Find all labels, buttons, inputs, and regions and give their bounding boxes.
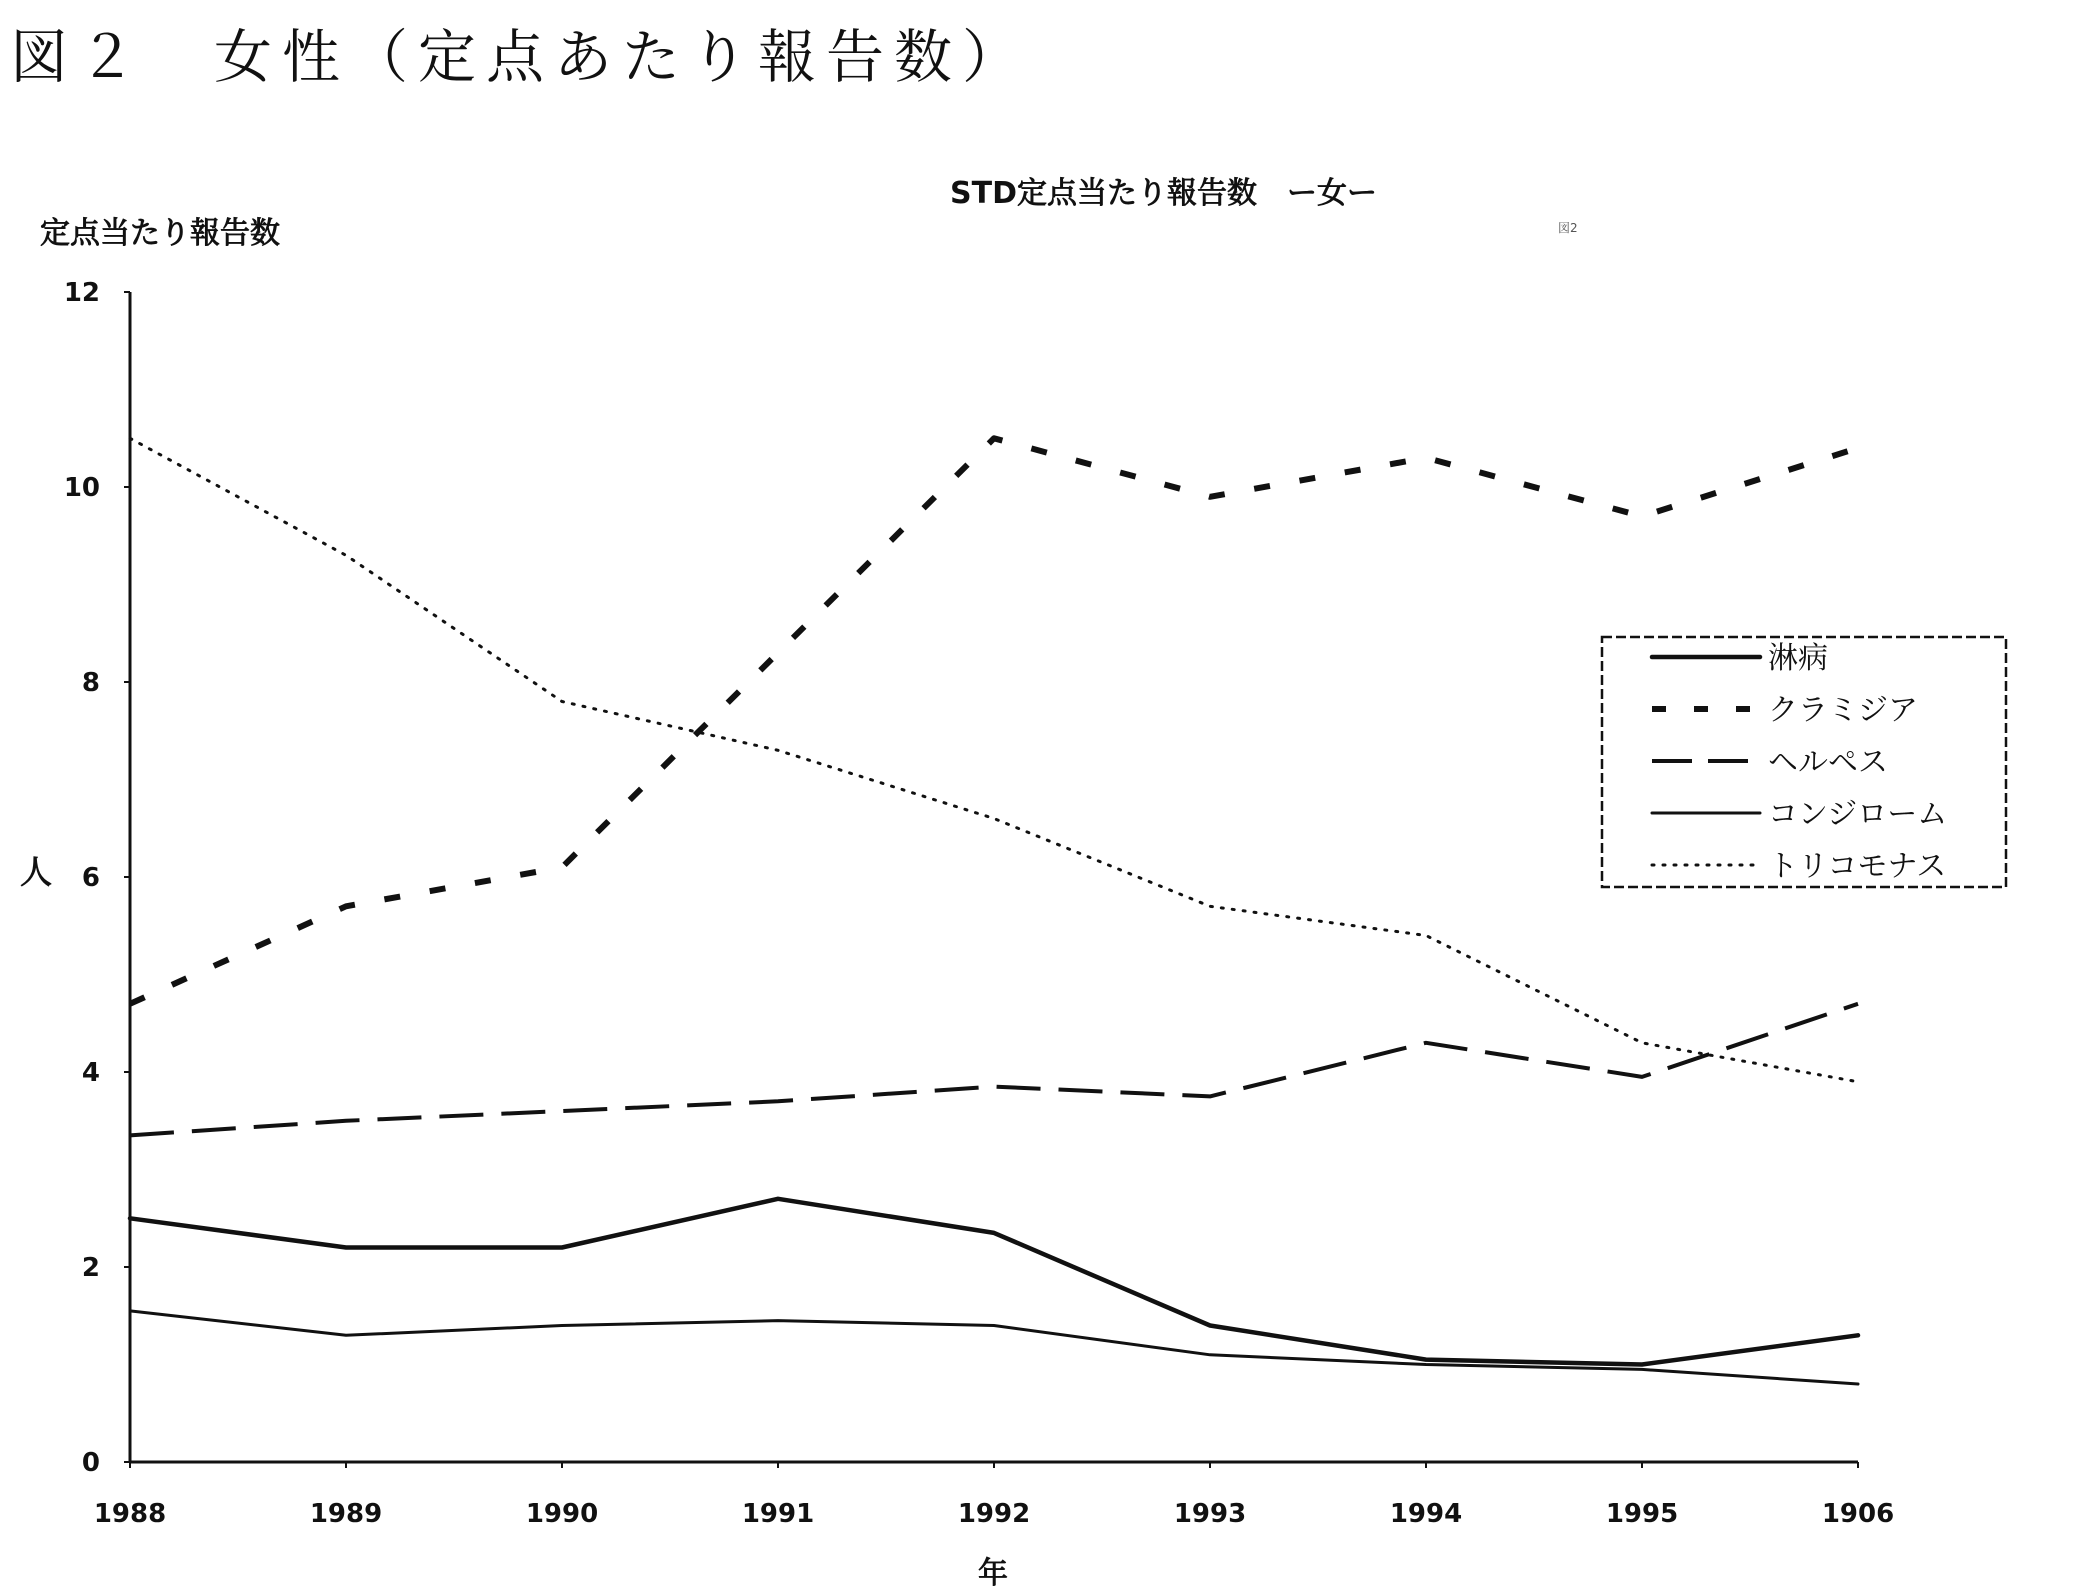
series-line (130, 438, 1858, 1082)
y-tick-label: 4 (81, 1058, 100, 1088)
y-tick-label: 2 (81, 1253, 100, 1283)
x-tick-label: 1994 (1389, 1499, 1463, 1529)
y-axis-title: 定点当たり報告数 (40, 216, 280, 251)
y-axis-unit: 人 (20, 853, 53, 891)
legend-label: ヘルペス (1768, 745, 1888, 780)
chart-title: STD定点当たり報告数 ー女ー (950, 176, 1377, 211)
x-tick-label: 1995 (1605, 1499, 1679, 1529)
legend-label: コンジローム (1768, 797, 1948, 832)
y-tick-label: 8 (81, 668, 100, 698)
y-tick-labels (64, 278, 130, 1478)
x-tick-label: 1992 (957, 1499, 1031, 1529)
y-tick-label: 10 (63, 473, 100, 503)
corner-mark: 図2 (1558, 221, 1578, 235)
series-line (130, 1199, 1858, 1365)
series-lines (130, 438, 1858, 1384)
x-tick-label: 1993 (1173, 1499, 1247, 1529)
x-tick-label: 1906 (1821, 1499, 1895, 1529)
series-line (130, 1004, 1858, 1136)
x-axis-title: 年 (978, 1556, 1008, 1591)
legend-label: クラミジア (1768, 693, 1918, 728)
y-tick-label: 0 (81, 1448, 100, 1478)
series-line (130, 438, 1858, 1004)
legend-label: 淋病 (1768, 641, 1828, 676)
x-tick-label: 1991 (741, 1499, 815, 1529)
x-tick-label: 1990 (525, 1499, 599, 1529)
figure-title: 図２ 女性（定点あたり報告数） (10, 23, 1031, 91)
legend-label: トリコモナス (1768, 849, 1947, 884)
x-tick-label: 1989 (309, 1499, 383, 1529)
y-tick-label: 6 (81, 863, 100, 893)
series-line (130, 1311, 1858, 1384)
x-tick-labels (94, 1462, 1894, 1529)
x-tick-label: 1988 (93, 1499, 167, 1529)
legend (1602, 637, 2006, 887)
y-tick-label: 12 (63, 278, 100, 308)
